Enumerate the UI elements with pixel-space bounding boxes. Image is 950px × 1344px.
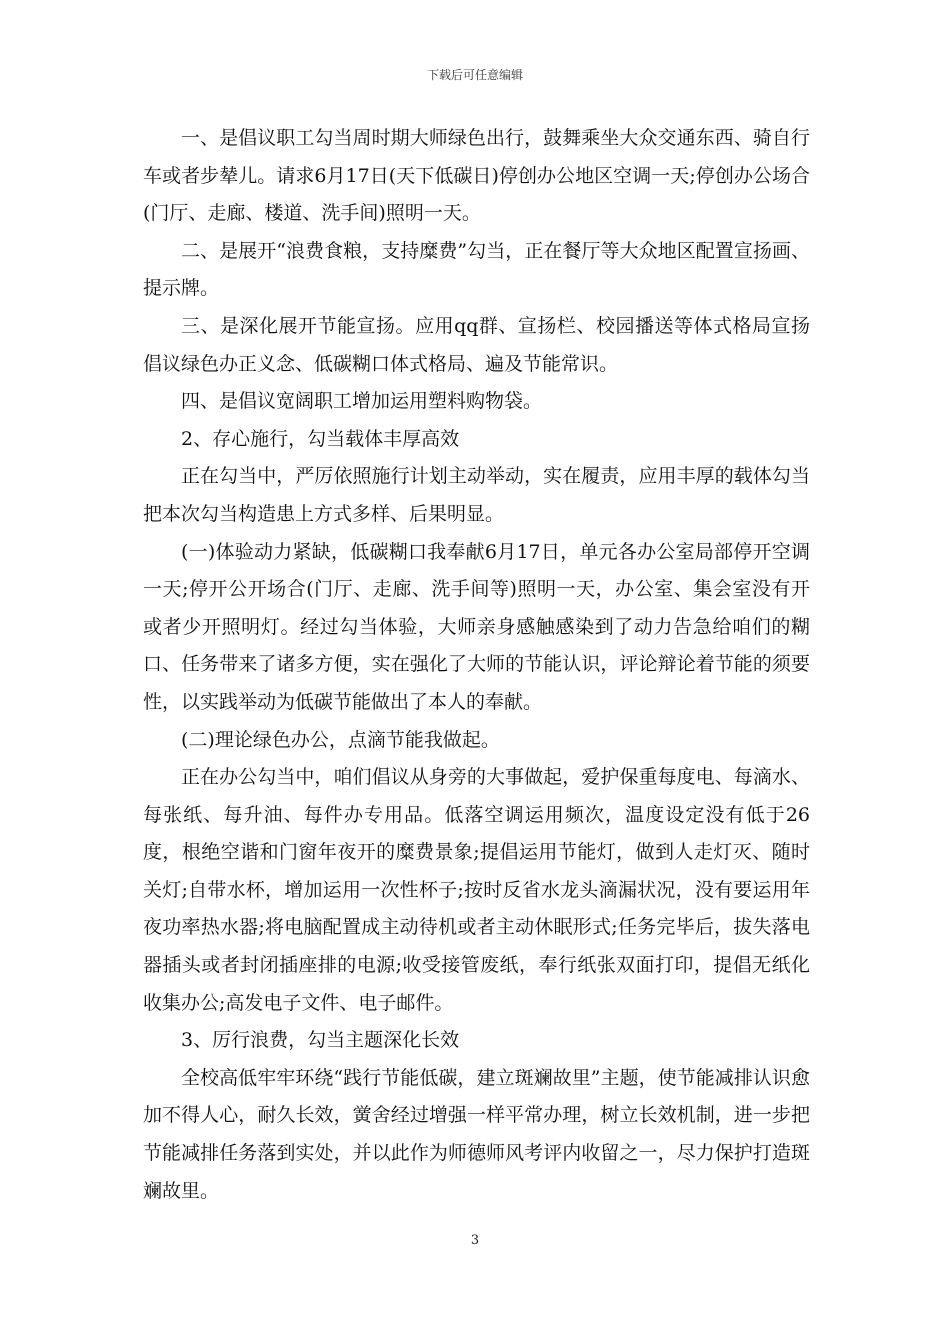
section-heading-2: 2、存心施行，勾当载体丰厚高效 bbox=[181, 427, 460, 450]
paragraph-1: 一、是倡议职工勾当周时期大师绿色出行，鼓舞乘坐大众交通东西、骑自行车或者步辇儿。请求6月17日(天下低碳日)停创办公地区空调一天;停创办公场合(门厅、走廊、楼道、洗手间)照明一天。 bbox=[143, 127, 810, 225]
paragraph-7: 正在办公勾当中，咱们倡议从身旁的大事做起，爱护保重每度电、每滴水、每张纸、每升油、每件办专用品。低落空调运用频次，温度设定没有低于26度，根绝空谐和门窗年夜开的糜费景象;提倡运用节能灯，做到人走灯灭、随时关灯;自带水杯，增加运用一次性杯子;按时反省水龙头滴漏状况，没有要运用年夜功率热水器;将电脑配置成主动待机或者主动休眠形式;任务完毕后，拔失落电器插头或者封闭插座排的电源;收受接管废纸，奉行纸张双面打印，提倡无纸化收集办公;高发电子文件、电子邮件。 bbox=[143, 766, 810, 1014]
page-header: 下载后可任意编辑 bbox=[426, 68, 523, 82]
subheading-2: (二)理论绿色办公，点滴节能我做起。 bbox=[181, 728, 500, 751]
page-number: 3 bbox=[470, 1233, 480, 1248]
paragraph-6: (一)体验动力紧缺，低碳糊口我奉献6月17日，单元各办公室局部停开空调一天;停开公开场合(门厅、走廊、洗手间等)照明一天，办公室、集会室没有开或者少开照明灯。经过勾当体验，大师亲身感触感染到了动力告急给咱们的糊口、任务带来了诸多方便，实在强化了大师的节能认识，评论辩论着节能的须要性，以实践举动为低碳节能做出了本人的奉献。 bbox=[143, 540, 810, 713]
paragraph-5: 正在勾当中，严厉依照施行计划主动举动，实在履责，应用丰厚的载体勾当把本次勾当构造患上方式多样、后果明显。 bbox=[143, 465, 810, 525]
paragraph-2: 二、是展开“浪费食粮，支持糜费”勾当，正在餐厅等大众地区配置宣扬画、提示牌。 bbox=[143, 239, 810, 300]
paragraph-4: 四、是倡议宽阔职工增加运用塑料购物袋。 bbox=[181, 390, 543, 413]
document-body bbox=[143, 120, 810, 1210]
section-heading-3: 3、厉行浪费，勾当主题深化长效 bbox=[181, 1029, 460, 1052]
paragraph-8: 全校高低牢牢环绕“践行节能低碳，建立斑斓故里”主题，使节能减排认识愈加不得人心，耐久长效，黉舍经过增强一样平常办理，树立长效机制，进一步把节能减排任务落到实处，并以此作为师德师风考评内收留之一，尽力保护打造斑斓故里。 bbox=[143, 1066, 810, 1202]
paragraph-3: 三、是深化展开节能宣扬。应用qq群、宣扬栏、校园播送等体式格局宣扬倡议绿色办正义念、低碳糊口体式格局、遍及节能常识。 bbox=[143, 314, 810, 375]
